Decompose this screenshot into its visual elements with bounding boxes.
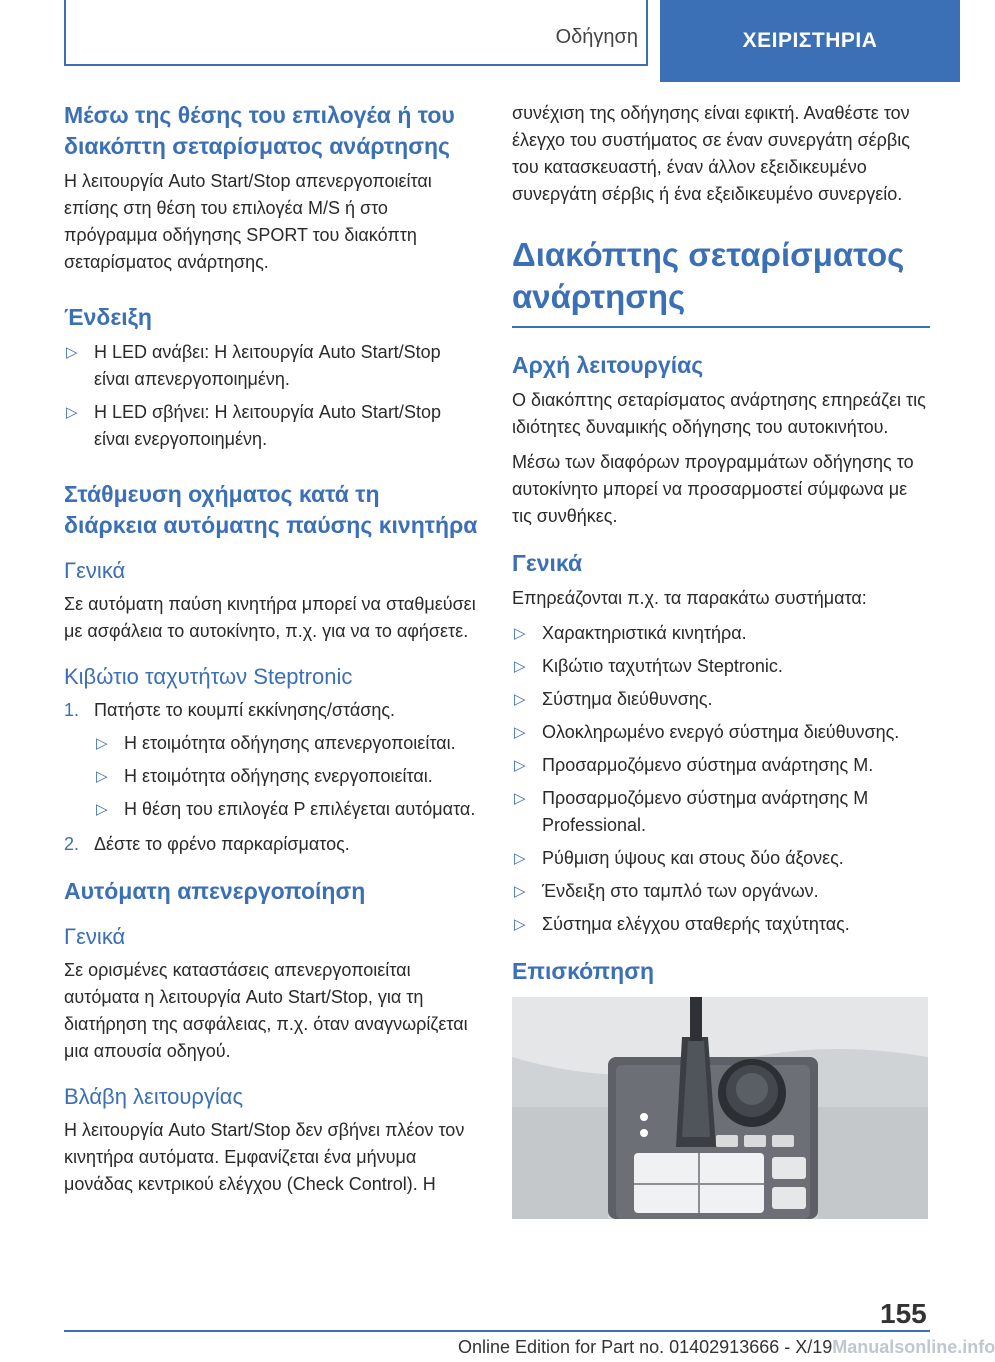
paragraph-principle-2: Μέσω των διαφόρων προγραμμάτων οδήγησης το αυτοκίνητο μπορεί να προσαρμοστεί σύμφωνα με τις συνθήκες. xyxy=(512,452,914,526)
paragraph-selector-position: Η λειτουργία Auto Start/Stop απενεργοποιείται επίσης στη θέση του επιλογέα M/S ή στο πρόγραμμα οδήγησης SPORT του διακόπτη σεταρίσματος ανάρτησης. xyxy=(64,171,432,272)
heading-steptronic: Κιβώτιο ταχυτήτων Steptronic xyxy=(64,664,353,689)
heading-general-1: Γενικά xyxy=(64,558,126,583)
paragraph-general: Επηρεάζονται π.χ. τα παρακάτω συστήματα: xyxy=(512,588,867,608)
heading-general: Γενικά xyxy=(512,550,583,576)
footer-rule xyxy=(64,1330,930,1332)
list-item: ▷ Η LED σβήνει: Η λειτουργία Auto Start/Stop είναι ενεργοποιημένη. xyxy=(64,399,478,453)
heading-fault: Βλάβη λειτουργίας xyxy=(64,1084,244,1109)
heading-selector-position: Μέσω της θέσης του επιλογέα ή του διακόπτη σεταρίσματος ανάρτησης xyxy=(64,102,455,159)
heading-rule xyxy=(512,326,930,328)
heading-general-2: Γενικά xyxy=(64,924,126,949)
indication-list xyxy=(64,339,478,453)
paragraph-continuation: συνέχιση της οδήγησης είναι εφικτή. Αναθέστε τον έλεγχο του συστήματος σε έναν συνεργάτη σέρβις του κατασκευαστή, έναν άλλον εξειδικευμένο συνεργάτη σέρβις ή ένα εξειδικευμένο συνεργείο. xyxy=(512,103,910,204)
heading-auto-deactivation: Αυτόματη απενεργοποίηση xyxy=(64,878,366,904)
steps-list xyxy=(64,697,478,858)
header-rule-right xyxy=(646,0,648,66)
list-item: ▷ Η θέση του επιλογέα P επιλέγεται αυτόματα. xyxy=(94,796,478,823)
step-item xyxy=(64,697,478,823)
list-item: ▷ Ρύθμιση ύψους και στους δύο άξονες. xyxy=(512,845,930,872)
step-text: Πατήστε το κουμπί εκκίνησης/στάσης. xyxy=(94,700,396,720)
center-console-illustration xyxy=(512,997,928,1219)
paragraph-fault: Η λειτουργία Auto Start/Stop δεν σβήνει πλέον τον κινητήρα αυτόματα. Εμφανίζεται ένα μήνυμα μονάδας κεντρικού ελέγχου (Check Control). Η xyxy=(64,1120,465,1194)
footer-watermark: Manualsonline.info xyxy=(832,1337,995,1357)
header-rule-left xyxy=(64,0,66,66)
list-item: ▷ Προσαρμοζόμενο σύστημα ανάρτησης M. xyxy=(512,752,930,779)
heading-overview: Επισκόπηση xyxy=(512,958,654,984)
step-text: Δέστε το φρένο παρκαρίσματος. xyxy=(94,834,350,854)
step-item xyxy=(64,831,478,858)
heading-parking: Στάθμευση οχήματος κατά τη διάρκεια αυτόματης παύσης κινητήρα xyxy=(64,481,478,538)
step-number: 1. xyxy=(64,700,80,720)
list-item: ▷ Σύστημα διεύθυνσης. xyxy=(512,686,930,713)
right-column xyxy=(512,100,930,1219)
center-console-photo xyxy=(512,997,928,1219)
page-number: 155 xyxy=(880,1298,927,1329)
header-section-label: ΧΕΙΡΙΣΤΗΡΙΑ xyxy=(742,29,878,52)
list-item: ▷ Σύστημα ελέγχου σταθερής ταχύτητας. xyxy=(512,911,930,938)
header-section-tab[interactable] xyxy=(660,0,960,82)
systems-list xyxy=(512,620,930,938)
list-item: ▷ Η ετοιμότητα οδήγησης απενεργοποιείται. xyxy=(94,730,478,757)
step-number: 2. xyxy=(64,834,80,854)
heading-suspension-switch: Διακόπτης σεταρίσματος ανάρτησης xyxy=(512,236,905,315)
list-item: ▷ Προσαρμοζόμενο σύστημα ανάρτησης M Professional. xyxy=(512,785,930,839)
paragraph-principle-1: Ο διακόπτης σεταρίσματος ανάρτησης επηρεάζει τις ιδιότητες δυναμικής οδήγησης του αυτοκινήτου. xyxy=(512,390,926,437)
heading-indication: Ένδειξη xyxy=(64,304,152,330)
footer-edition-line xyxy=(458,1337,995,1358)
list-item: ▷ Η LED ανάβει: Η λειτουργία Auto Start/Stop είναι απενεργοποιημένη. xyxy=(64,339,478,393)
step-sub-list xyxy=(94,730,478,823)
footer-edition: Online Edition for Part no. 01402913666 - X/19 xyxy=(458,1337,833,1357)
list-item: ▷ Ολοκληρωμένο ενεργό σύστημα διεύθυνσης. xyxy=(512,719,930,746)
left-column xyxy=(64,100,478,1206)
header-chapter: Οδήγηση xyxy=(555,26,638,48)
list-item: ▷ Η ετοιμότητα οδήγησης ενεργοποιείται. xyxy=(94,763,478,790)
header-rule-bottom xyxy=(64,64,648,66)
paragraph-general-1: Σε αυτόματη παύση κινητήρα μπορεί να σταθμεύσει με ασφάλεια το αυτοκίνητο, π.χ. για να το αφήσετε. xyxy=(64,594,476,641)
heading-principle: Αρχή λειτουργίας xyxy=(512,352,704,378)
list-item: ▷ Ένδειξη στο ταμπλό των οργάνων. xyxy=(512,878,930,905)
list-item: ▷ Χαρακτηριστικά κινητήρα. xyxy=(512,620,930,647)
paragraph-general-2: Σε ορισμένες καταστάσεις απενεργοποιείται αυτόματα η λειτουργία Auto Start/Stop, για τη διατήρηση της ασφάλειας, π.χ. όταν αναγνωρίζεται μια απουσία οδηγού. xyxy=(64,960,468,1061)
list-item: ▷ Κιβώτιο ταχυτήτων Steptronic. xyxy=(512,653,930,680)
